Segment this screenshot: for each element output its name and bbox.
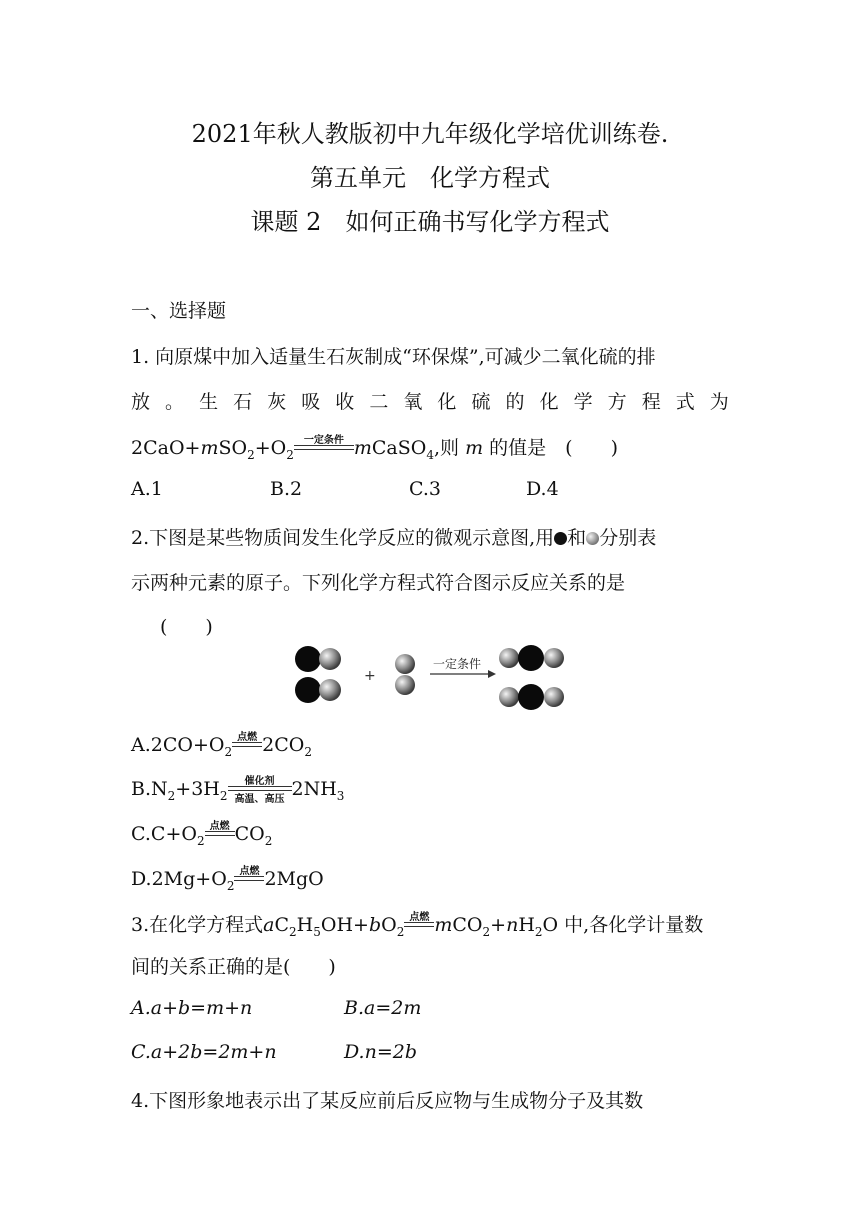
q1-line2-char: 化 <box>539 391 559 413</box>
q3-line1: 3.在化学方程式$aC_2H_5OH+bO_2$ 点燃 $mCO_2+nH_2O$ 中,各化学计量数 <box>131 912 704 939</box>
q2-answer-blank: ( ) <box>160 616 213 638</box>
arrow-head <box>488 670 496 678</box>
q3-option-a: A.a+b=m+n <box>131 997 253 1019</box>
q1-line2-char: 放 <box>131 391 151 413</box>
q3-line2: 间的关系正确的是( ) <box>131 956 336 978</box>
diagram-condition: 一定条件 <box>433 657 482 671</box>
q2-option-d: $D.2Mg+O_2$ 点燃 2MgO <box>131 866 324 893</box>
q1-line2-char: 收 <box>335 391 355 413</box>
q1-line2-char: 氧 <box>403 391 423 413</box>
q1-line2-char: 灰 <box>267 391 287 413</box>
diagram-plus: + <box>364 668 376 684</box>
doc-title: 2021年秋人教版初中九年级化学培优训练卷. <box>191 120 669 148</box>
q3-option-b: B.a=2m <box>344 997 422 1019</box>
q2-option-a: $A.2CO+O_2$ 点燃 $2CO_2$ <box>131 732 312 759</box>
q1-line2-char: 吸 <box>301 391 321 413</box>
product-molecule <box>499 684 564 710</box>
unit-title: 第五单元 化学方程式 <box>310 164 550 192</box>
q4-line1: 4.下图形象地表示出了某反应前后反应物与生成物分子及其数 <box>131 1090 644 1112</box>
q2-option-b: $B.N_2+3H_2$ 催化剂 高温、高压 $2NH_3$ <box>131 776 345 805</box>
reactant-molecule <box>295 677 341 703</box>
q1-line2-char: 式 <box>675 391 695 413</box>
q1-equation: $2CaO+mSO_2+O_2$ 一定条件 mCaSO$_4$,则 m 的值是 ( ) <box>131 435 618 462</box>
q2-line2: 示两种元素的原子。下列化学方程式符合图示反应关系的是 <box>131 572 626 594</box>
q1-option-d: D.4 <box>526 478 559 500</box>
q3-option-c: C.a+2b=2m+n <box>131 1041 277 1063</box>
q1-line2-char: 。 <box>165 391 185 413</box>
q1-option-c: C.3 <box>409 478 441 500</box>
section-heading: 一、选择题 <box>131 300 227 322</box>
q1-line2-char: 方 <box>607 391 627 413</box>
lesson-title: 课题 2 如何正确书写化学方程式 <box>250 208 610 236</box>
q1-line2-char: 的 <box>505 391 525 413</box>
black-atom-icon <box>554 532 567 545</box>
q1-line2-char: 化 <box>437 391 457 413</box>
gray-atom-icon <box>586 532 599 545</box>
q1-line2-char: 硫 <box>471 391 491 413</box>
reactant-molecule <box>295 646 341 672</box>
q1-line1: 1. 向原煤中加入适量生石灰制成“环保煤”,可减少二氧化硫的排 <box>131 346 656 368</box>
product-molecule <box>499 645 564 671</box>
q1-line2-char: 程 <box>641 391 661 413</box>
q1-option-a: A.1 <box>131 478 163 500</box>
reaction-diagram <box>288 640 578 716</box>
q1-line2-char: 学 <box>573 391 593 413</box>
q3-option-d: D.n=2b <box>344 1041 418 1063</box>
q2-option-c: $C.C+O_2$ 点燃 $CO_2$ <box>131 821 273 848</box>
q1-line2-char: 石 <box>233 391 253 413</box>
q1-option-b: B.2 <box>270 478 303 500</box>
q2-line1: 2.下图是某些物质间发生化学反应的微观示意图,用 和 分别表 <box>131 527 657 549</box>
q1-line2-char: 生 <box>199 391 219 413</box>
q1-line2-char: 二 <box>369 391 389 413</box>
q1-line2 <box>131 387 729 414</box>
q1-line2-char: 为 <box>709 391 729 413</box>
reactant-molecule <box>395 654 415 695</box>
